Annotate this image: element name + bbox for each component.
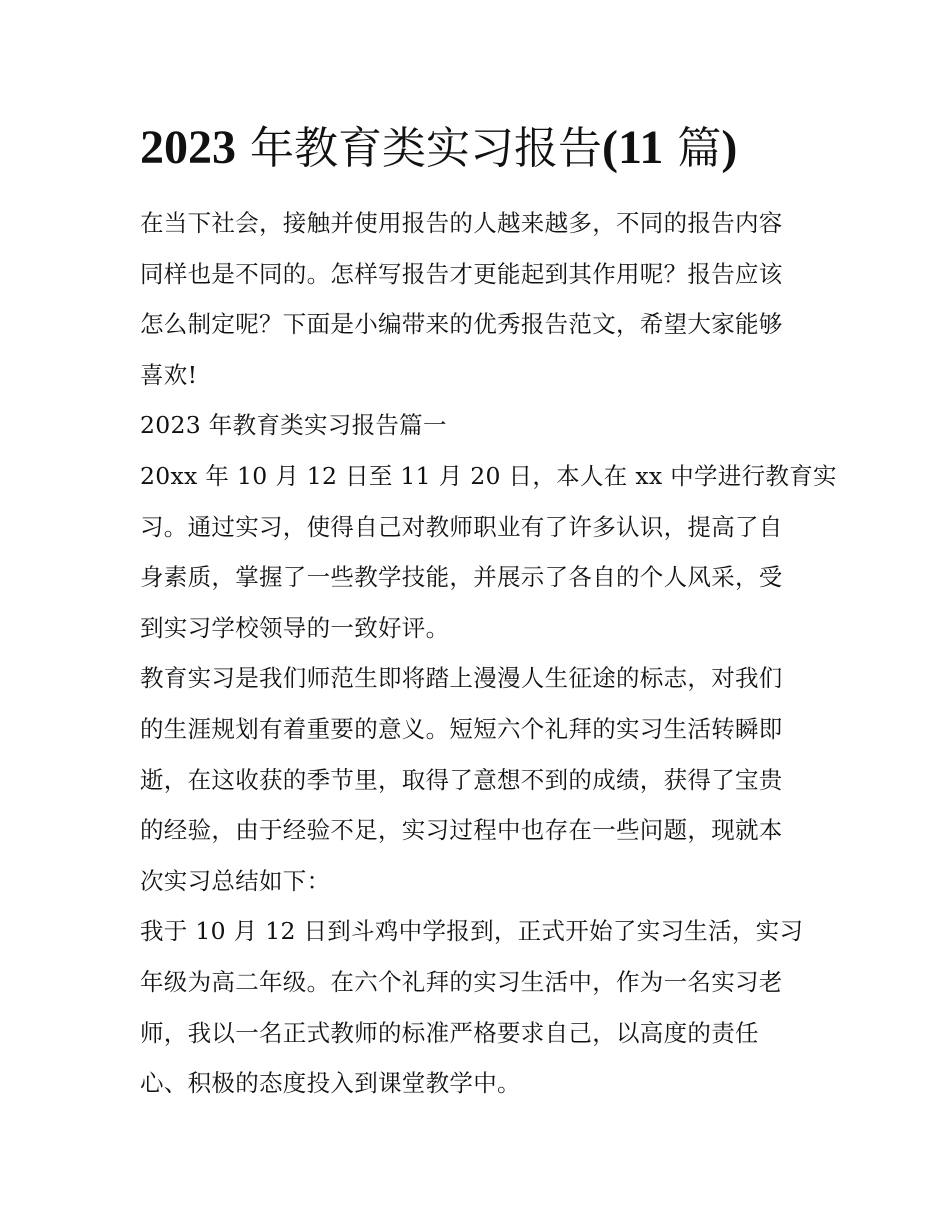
title-year: 2023 (140, 121, 236, 174)
paragraph-3-line-4: 心、积极的态度投入到课堂教学中。 (140, 1069, 521, 1098)
intro-line-4: 喜欢! (140, 360, 198, 389)
paragraph-1-line-4: 到实习学校领导的一致好评。 (140, 613, 450, 642)
document-body (140, 198, 837, 1109)
title-main: 年教育类实习报告 (250, 123, 602, 174)
paragraph-2-line-2: 的生涯规划有着重要的意义。短短六个礼拜的实习生活转瞬即 (140, 714, 783, 743)
paragraph-3-line-3: 师，我以一名正式教师的标准严格要求自己，以高度的责任 (140, 1018, 759, 1047)
title-unit: 篇 (677, 123, 722, 174)
paragraph-1-line-3: 身素质，掌握了一些教学技能，并展示了各自的个人风采，受 (140, 563, 783, 592)
paragraph-1-line-1: 20xx 年 10 月 12 日至 11 月 20 日，本人在 xx 中学进行教育实 (140, 461, 837, 490)
intro-line-3: 怎么制定呢？下面是小编带来的优秀报告范文，希望大家能够 (140, 310, 783, 339)
section-heading: 2023 年教育类实习报告篇一 (140, 411, 447, 440)
document-title (140, 118, 840, 179)
paragraph-2-line-1: 教育实习是我们师范生即将踏上漫漫人生征途的标志，对我们 (140, 664, 783, 693)
paragraph-3-line-2: 年级为高二年级。在六个礼拜的实习生活中，作为一名实习老 (140, 967, 783, 996)
intro-line-1: 在当下社会，接触并使用报告的人越来越多，不同的报告内容 (140, 209, 783, 237)
paragraph-3-line-1: 我于 10 月 12 日到斗鸡中学报到，正式开始了实习生活，实习 (140, 917, 804, 946)
title-close-paren: ) (721, 121, 738, 174)
intro-line-2: 同样也是不同的。怎样写报告才更能起到其作用呢？报告应该 (140, 259, 783, 288)
paragraph-1-line-2: 习。通过实习，使得自己对教师职业有了许多认识，提高了自 (140, 512, 783, 541)
paragraph-2-line-4: 的经验，由于经验不足，实习过程中也存在一些问题，现就本 (140, 816, 783, 845)
title-count: (11 (602, 121, 664, 174)
paragraph-2-line-3: 逝，在这收获的季节里，取得了意想不到的成绩，获得了宝贵 (140, 765, 783, 794)
paragraph-2-line-5: 次实习总结如下： (140, 866, 331, 895)
